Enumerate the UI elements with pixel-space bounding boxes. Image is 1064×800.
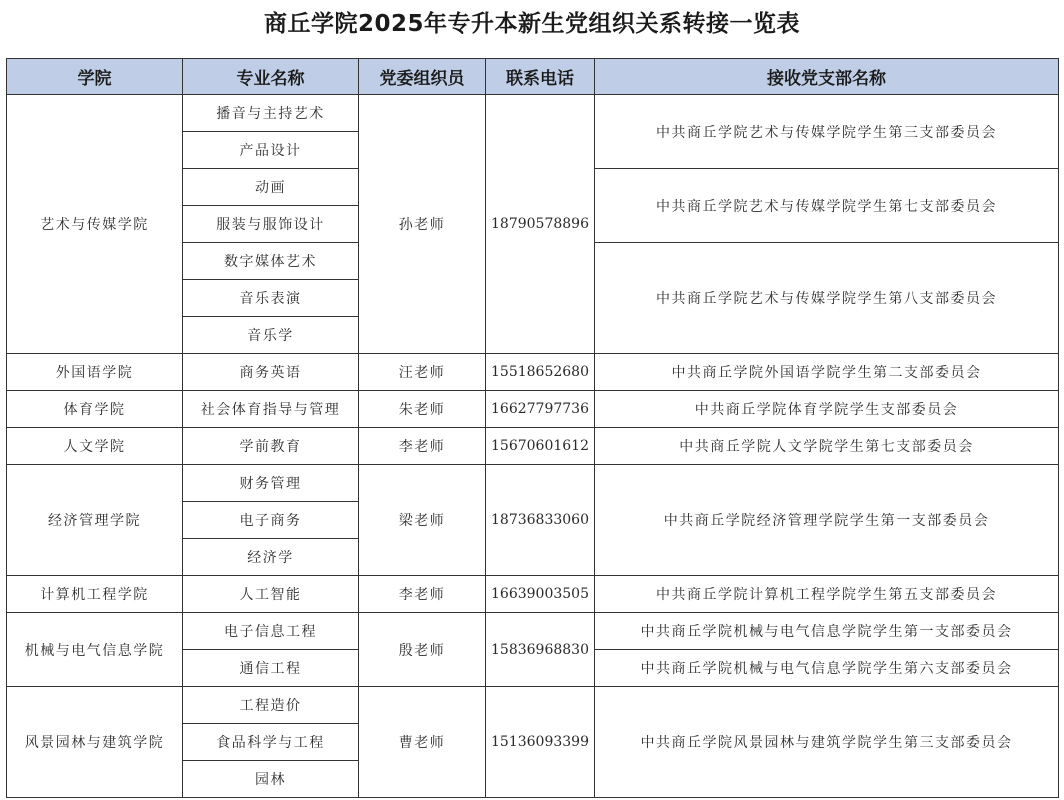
college-cell: 风景园林与建筑学院 <box>7 687 183 798</box>
college-cell: 人文学院 <box>7 428 183 465</box>
branch-cell: 中共商丘学院艺术与传媒学院学生第八支部委员会 <box>595 243 1059 354</box>
phone-cell: 15518652680 <box>486 354 595 391</box>
major-cell: 数字媒体艺术 <box>183 243 359 280</box>
major-cell: 经济学 <box>183 539 359 576</box>
organizer-cell: 殷老师 <box>359 613 486 687</box>
branch-cell: 中共商丘学院体育学院学生支部委员会 <box>595 391 1059 428</box>
college-cell: 艺术与传媒学院 <box>7 95 183 354</box>
phone-cell: 16639003505 <box>486 576 595 613</box>
header-branch: 接收党支部名称 <box>595 59 1059 95</box>
header-organizer: 党委组织员 <box>359 59 486 95</box>
branch-cell: 中共商丘学院计算机工程学院学生第五支部委员会 <box>595 576 1059 613</box>
major-cell: 学前教育 <box>183 428 359 465</box>
college-cell: 外国语学院 <box>7 354 183 391</box>
table-row <box>7 687 1059 724</box>
major-cell: 电子商务 <box>183 502 359 539</box>
header-college: 学院 <box>7 59 183 95</box>
phone-cell: 15136093399 <box>486 687 595 798</box>
phone-cell: 18790578896 <box>486 95 595 354</box>
major-cell: 财务管理 <box>183 465 359 502</box>
major-cell: 园林 <box>183 761 359 798</box>
college-cell: 经济管理学院 <box>7 465 183 576</box>
phone-cell: 15670601612 <box>486 428 595 465</box>
branch-cell: 中共商丘学院艺术与传媒学院学生第七支部委员会 <box>595 169 1059 243</box>
branch-cell: 中共商丘学院风景园林与建筑学院学生第三支部委员会 <box>595 687 1059 798</box>
page-title: 商丘学院2025年专升本新生党组织关系转接一览表 <box>263 11 800 37</box>
major-cell: 电子信息工程 <box>183 613 359 650</box>
table-row <box>7 576 1059 613</box>
branch-cell: 中共商丘学院机械与电气信息学院学生第六支部委员会 <box>595 650 1059 687</box>
major-cell: 人工智能 <box>183 576 359 613</box>
phone-cell: 18736833060 <box>486 465 595 576</box>
header-phone: 联系电话 <box>486 59 595 95</box>
organizer-cell: 汪老师 <box>359 354 486 391</box>
major-cell: 通信工程 <box>183 650 359 687</box>
organizer-cell: 梁老师 <box>359 465 486 576</box>
major-cell: 音乐表演 <box>183 280 359 317</box>
phone-cell: 15836968830 <box>486 613 595 687</box>
header-row <box>7 59 1059 95</box>
branch-cell: 中共商丘学院人文学院学生第七支部委员会 <box>595 428 1059 465</box>
table-row <box>7 465 1059 502</box>
major-cell: 服装与服饰设计 <box>183 206 359 243</box>
college-cell: 机械与电气信息学院 <box>7 613 183 687</box>
table-body <box>7 95 1059 798</box>
table-row <box>7 613 1059 650</box>
major-cell: 商务英语 <box>183 354 359 391</box>
major-cell: 工程造价 <box>183 687 359 724</box>
organizer-cell: 孙老师 <box>359 95 486 354</box>
organizer-cell: 朱老师 <box>359 391 486 428</box>
phone-cell: 16627797736 <box>486 391 595 428</box>
header-major: 专业名称 <box>183 59 359 95</box>
major-cell: 动画 <box>183 169 359 206</box>
organizer-cell: 李老师 <box>359 576 486 613</box>
table-row <box>7 95 1059 132</box>
major-cell: 产品设计 <box>183 132 359 169</box>
branch-cell: 中共商丘学院艺术与传媒学院学生第三支部委员会 <box>595 95 1059 169</box>
branch-cell: 中共商丘学院机械与电气信息学院学生第一支部委员会 <box>595 613 1059 650</box>
major-cell: 音乐学 <box>183 317 359 354</box>
organizer-cell: 李老师 <box>359 428 486 465</box>
major-cell: 播音与主持艺术 <box>183 95 359 132</box>
college-cell: 体育学院 <box>7 391 183 428</box>
table-row <box>7 428 1059 465</box>
branch-cell: 中共商丘学院外国语学院学生第二支部委员会 <box>595 354 1059 391</box>
college-cell: 计算机工程学院 <box>7 576 183 613</box>
major-cell: 社会体育指导与管理 <box>183 391 359 428</box>
organizer-cell: 曹老师 <box>359 687 486 798</box>
transfer-table <box>6 58 1059 798</box>
table-row <box>7 391 1059 428</box>
major-cell: 食品科学与工程 <box>183 724 359 761</box>
branch-cell: 中共商丘学院经济管理学院学生第一支部委员会 <box>595 465 1059 576</box>
table-row <box>7 354 1059 391</box>
